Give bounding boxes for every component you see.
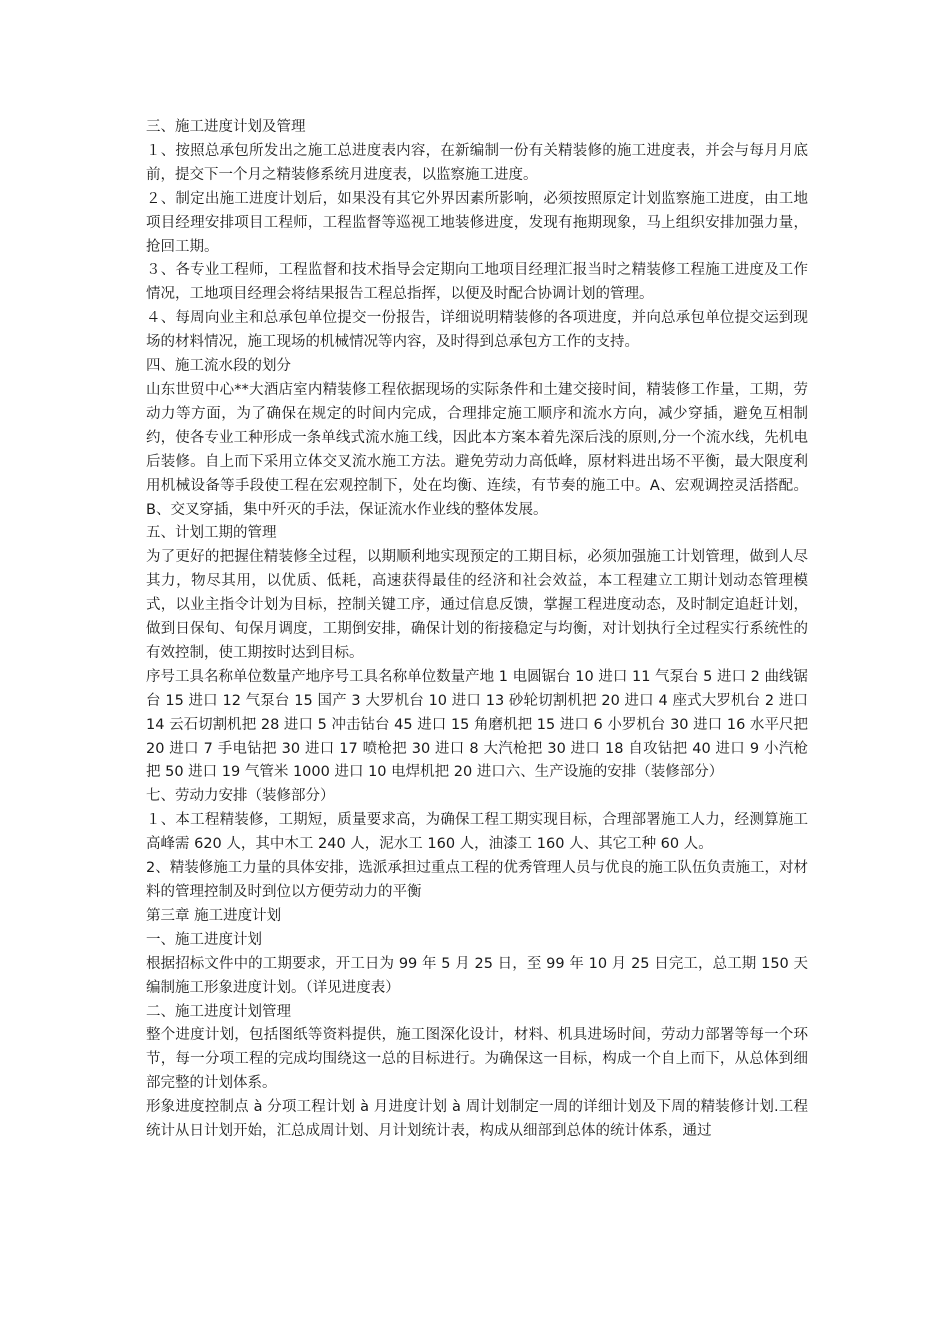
- heading-chapter-3: 第三章 施工进度计划: [146, 907, 282, 924]
- paragraph-item-3: ３、各专业工程师，工程监督和技术指导会定期向工地项目经理汇报当时之精装修工程施工进度及工作情况，工地项目经理会将结果报告工程总指挥，以便及时配合协调计划的管理。: [146, 262, 808, 303]
- paragraph-labor-1: １、本工程精装修，工期短，质量要求高，为确保工程工期实现目标，合理部署施工人力，经测算施工高峰需 620 人，其中木工 240 人，泥水工 160 人，油漆工 160 人、其它工种 60 人。: [146, 812, 808, 853]
- paragraph-item-2: ２、制定出施工进度计划后，如果没有其它外界因素所影响，必须按照原定计划监察施工进度，由工地项目经理安排项目工程师，工程监督等巡视工地装修进度，发现有拖期现象，马上组织安排加强力量，抢回工期。: [146, 190, 808, 255]
- paragraph-flow-division: 山东世贸中心**大酒店室内精装修工程依据现场的实际条件和土建交接时间，精装修工作量，工期，劳动力等方面，为了确保在规定的时间内完成，合理排定施工顺序和流水方向，减少穿插，避免互相制约，使各专业工种形成一条单线式流水施工线，因此本方案本着先深后浅的原则,分一个流水线，先机电后装修。自上而下采用立体交叉流水施工方法。避免劳动力高低峰，原材料进出场不平衡，最大限度利用机械设备等手段使工程在宏观控制下，处在均衡、连续，有节奏的施工中。A、宏观调控灵活搭配。B、交叉穿插，集中歼灭的手法，保证流水作业线的整体发展。: [146, 381, 808, 518]
- paragraph-duration: 根据招标文件中的工期要求，开工日为 99 年 5 月 25 日，至 99 年 10 月 25 日完工，总工期 150 天编制施工形象进度计划。（详见进度表）: [146, 955, 808, 996]
- paragraph-item-1: １、按照总承包所发出之施工总进度表内容，在新编制一份有关精装修的施工进度表，并会与每月月底前，提交下一个月之精装修系统月进度表，以监察施工进度。: [146, 142, 808, 183]
- paragraph-schedule-management: 为了更好的把握住精装修全过程，以期顺利地实现预定的工期目标，必须加强施工计划管理，做到人尽其力，物尽其用，以优质、低耗，高速获得最佳的经济和社会效益，本工程建立工期计划动态管理模式，以业主指令计划为目标，控制关键工序，通过信息反馈，掌握工程进度动态，及时制定追赶计划，做到日保旬、旬保月调度，工期倒安排，确保计划的衔接稳定与均衡，对计划执行全过程实行系统性的有效控制，使工期按时达到目标。: [146, 549, 808, 661]
- heading-section-4: 四、施工流水段的划分: [146, 358, 291, 375]
- document-body: [146, 116, 808, 1144]
- paragraph-labor-2: 2、精装修施工力量的具体安排，选派承担过重点工程的优秀管理人员与优良的施工队伍负责施工，对材料的管理控制及时到位以方便劳动力的平衡: [146, 860, 808, 900]
- paragraph-tool-list: 序号工具名称单位数量产地序号工具名称单位数量产地 1 电圆锯台 10 进口 11 气泵台 5 进口 2 曲线锯台 15 进口 12 气泵台 15 国产 3 大罗机台 10 进口 13 砂轮切割机把 20 进口 4 座式大罗机台 2 进口 14 云石切割机把 28 进口 5 冲击钻台 45 进口 15 角磨机把 15 进口 6 小罗机台 30 进口 16 水平尺把 20 进口 7 手电钻把 30 进口 17 喷枪把 30 进口 8 大汽枪把 30 进口 18 自攻钻把 40 进口 9 小汽枪把 50 进口 19 气管米 1000 进口 10 电焊机把 20 进口六、生产设施的安排（装修部分）: [146, 668, 808, 781]
- paragraph-plan-system: 整个进度计划，包括图纸等资料提供，施工图深化设计，材料、机具进场时间，劳动力部署等每一个环节，每一分项工程的完成均围绕这一总的目标进行。为确保这一目标，构成一个自上而下，从总体到细部完整的计划体系。: [146, 1027, 808, 1092]
- heading-section-7: 七、劳动力安排（装修部分）: [146, 788, 335, 805]
- paragraph-control-points: 形象进度控制点 à 分项工程计划 à 月进度计划 à 周计划制定一周的详细计划及下周的精装修计划.工程统计从日计划开始，汇总成周计划、月计划统计表，构成从细部到总体的统计体系，通过: [146, 1099, 808, 1140]
- heading-subsection-1: 一、施工进度计划: [146, 931, 262, 948]
- heading-section-3: 三、施工进度计划及管理: [146, 119, 306, 135]
- heading-section-5: 五、计划工期的管理: [146, 525, 277, 542]
- paragraph-item-4: ４、每周向业主和总承包单位提交一份报告，详细说明精装修的各项进度，并向总承包单位提交运到现场的材料情况，施工现场的机械情况等内容，及时得到总承包方工作的支持。: [146, 310, 808, 351]
- heading-subsection-2: 二、施工进度计划管理: [146, 1003, 291, 1020]
